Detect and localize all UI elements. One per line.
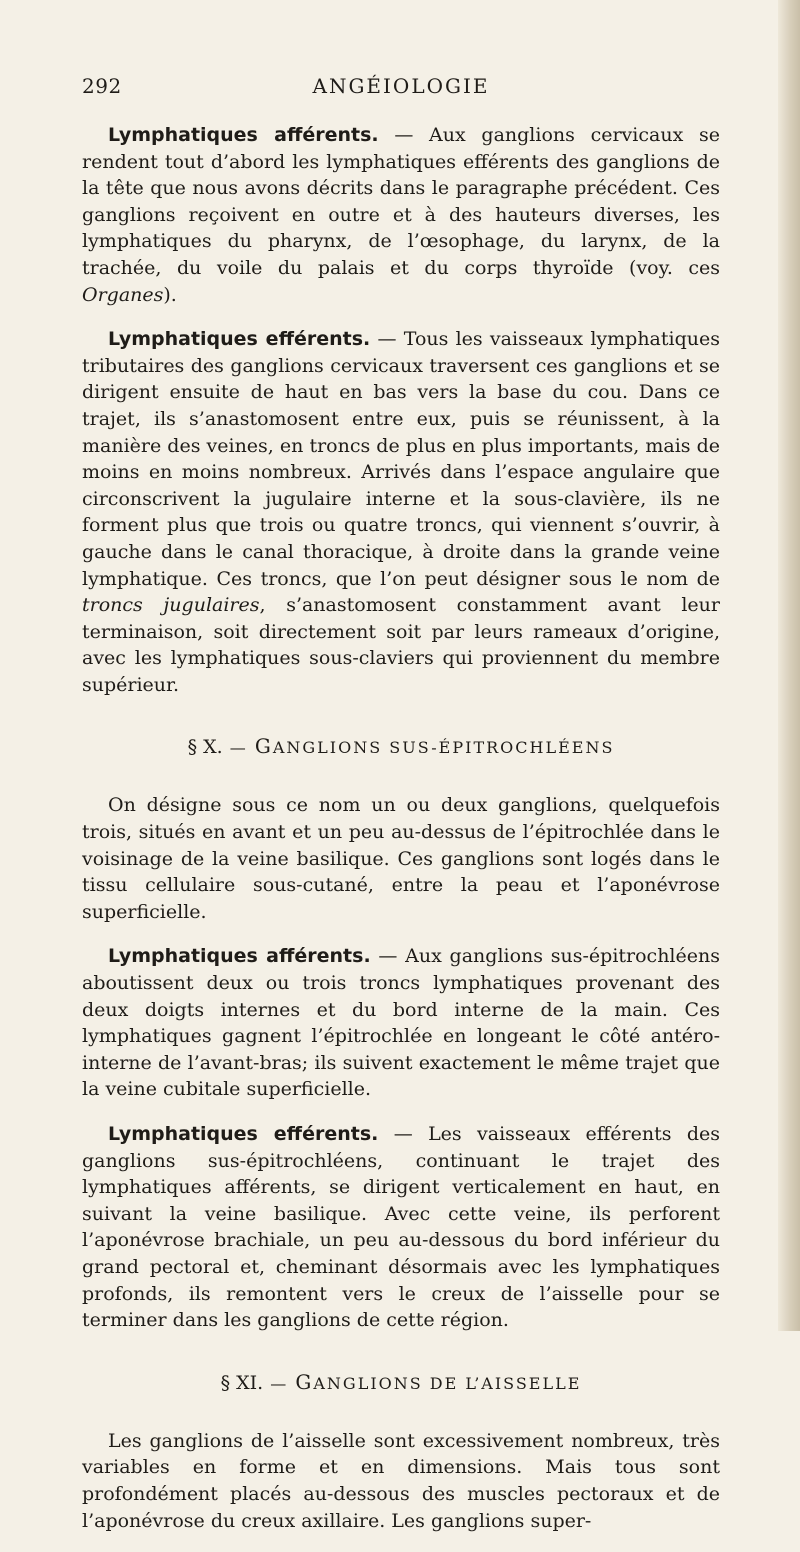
paragraph-text: — Aux ganglions cervicaux se rendent tout d’abord les lymphatiques efférents des ganglions de la tête que nous avons décrits dans le paragraphe précédent. Ces ganglions reçoivent en outre et à des hauteurs diverses, les lymphatiques du pharynx, de l’œsophage, du larynx, de la trachée, du voile du palais et du corps thyroïde (voy. ces [82,124,720,279]
section-title: ANGLIONS DE L’AISSELLE [313,1373,582,1393]
paragraph-cervical-efferents [82,326,720,698]
section-title-initial: G [295,1369,314,1394]
paragraph-heading: Lymphatiques afférents. [108,945,371,968]
paragraph-heading: Lymphatiques afférents. [108,124,379,146]
page-number: 292 [82,74,122,98]
page-edge-shadow [778,0,800,1331]
section-dash: — [263,1373,296,1393]
running-head: ANGÉIOLOGIE [312,74,490,98]
paragraph-epitrochlear-afferents [82,943,720,1103]
section-dash: — [222,738,255,758]
paragraph-text-end: ). [163,283,177,306]
page-body [82,122,720,1552]
section-number: § X. [187,736,223,759]
section-heading-x [82,734,720,758]
paragraph-italic: Organes [82,283,164,306]
paragraph-italic: troncs jugulaires [82,594,260,617]
section-title: ANGLIONS SUS-ÉPITROCHLÉENS [272,738,615,758]
paragraph-text: — Aux ganglions sus-épitrochléens aboutissent deux ou trois troncs lymphatiques provenant des deux doigts internes et du bord interne de la main. Ces lymphatiques gagnent l’épitrochlée en longeant le côté antéro-interne de l’avant-bras; ils suivent exactement le même trajet que la veine cubitale superficielle. [82,945,720,1101]
section-heading-xi [82,1370,720,1394]
section-title-initial: G [254,734,273,759]
paragraph-text-continued: , s’anastomosent constamment avant leur terminaison, soit directement soit par leurs rameaux d’origine, avec les lymphatiques sous-claviers qui proviennent du membre supérieur. [82,594,720,696]
paragraph-epitrochlear-intro: On désigne sous ce nom un ou deux ganglions, quelquefois trois, situés en avant et un peu au-dessus de l’épitrochlée dans le voisinage de la veine basilique. Ces ganglions sont logés dans le tissu cellulaire sous-cutané, entre la peau et l’aponévrose superficielle. [82,794,720,923]
paragraph-heading: Lymphatiques efférents. [108,328,371,351]
paragraph-cervical-afferents [82,122,720,308]
page-header [82,74,720,104]
paragraph-axillary-intro: Les ganglions de l’aisselle sont excessivement nombreux, très variables en forme et en dimensions. Mais tous sont profondément placés au-dessous des muscles pectoraux et de l’aponévrose du creux axillaire. Les ganglions super- [82,1429,720,1532]
paragraph-epitrochlear-efferents [82,1121,720,1334]
paragraph-text: — Tous les vaisseaux lymphatiques tributaires des ganglions cervicaux traversent ces ganglions et se dirigent ensuite de haut en bas vers la base du cou. Dans ce trajet, ils s’anastomosent entre eux, puis se réunissent, à la manière des veines, en troncs de plus en plus importants, mais de moins en moins nombreux. Arrivés dans l’espace angulaire que circonscrivent la jugulaire interne et la sous-clavière, ils ne forment plus que trois ou quatre troncs, qui viennent s’ouvrir, à gauche dans le canal thoracique, à droite dans la grande veine lymphatique. Ces troncs, que l’on peut désigner sous le nom de [82,328,720,590]
paragraph-text: — Les vaisseaux efférents des ganglions sus-épitrochléens, continuant le trajet des lymphatiques afférents, se dirigent verticalement en haut, en suivant la veine basilique. Avec cette veine, ils perforent l’aponévrose brachiale, un peu au-dessous du bord inférieur du grand pectoral et, cheminant désormais avec les lymphatiques profonds, ils remontent vers le creux de l’aisselle pour se terminer dans les ganglions de cette région. [82,1123,720,1332]
paragraph-heading: Lymphatiques efférents. [108,1123,379,1145]
section-number: § XI. [220,1371,264,1394]
